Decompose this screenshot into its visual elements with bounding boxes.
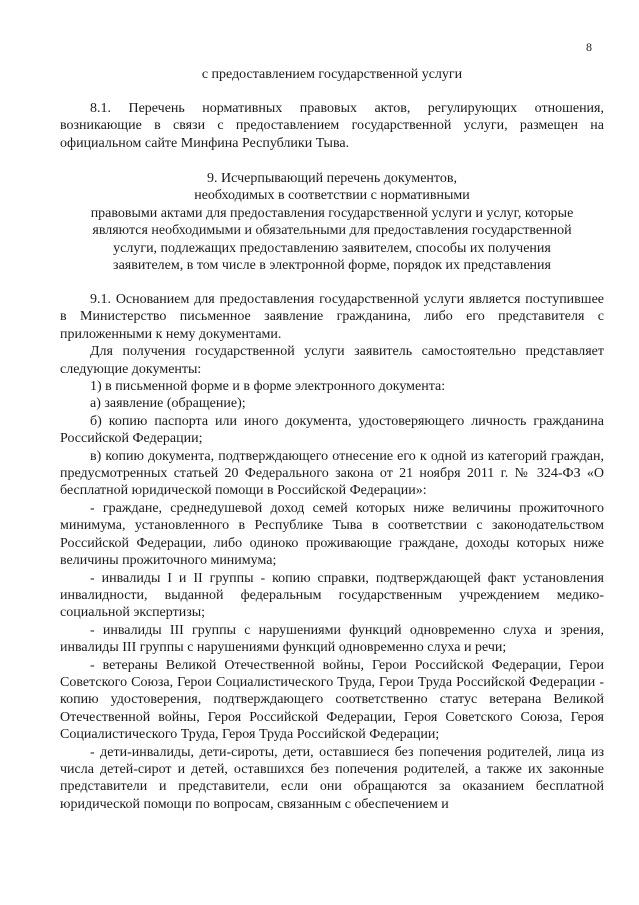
heading-continuation: с предоставлением государственной услуги <box>201 67 463 82</box>
paragraph-disabled-1-2: - инвалиды I и II группы - копию справки, подтверждающей факт установления инвалидности, выданной федеральным государственным учреждением медико-социальной экспертизы; <box>60 570 604 621</box>
paragraph-9-1: 9.1. Основанием для предоставления государственной услуги является поступившее в Министерство письменное заявление гражданина, либо его представителя с приложенными к нему документами. <box>60 292 604 342</box>
text-line: инвалиды III группы с нарушениями функций одновременно слуха и речи; <box>60 640 507 656</box>
paragraph-disabled-3 <box>60 622 604 657</box>
section-9-title <box>60 170 604 274</box>
paragraph-item-1: 1) в письменной форме и в форме электронного документа: <box>90 379 446 395</box>
section-title-line: 9. Исчерпывающий перечень документов, <box>207 171 457 186</box>
page-number: 8 <box>586 40 592 54</box>
section-title-line: правовыми актами для предоставления государственной услуги и услуг, которые <box>90 205 574 221</box>
paragraph-text: 8.1. Перечень нормативных правовых актов, регулирующих отношения, возникающие в связи с предоставлением государственной услуги, размещен на официальном сайте Минфина Республики Тыва. <box>60 101 604 151</box>
paragraph-item-b: б) копию паспорта или иного документа, удостоверяющего личность гражданина Российской Федерации; <box>60 413 604 447</box>
section-title-line: услуги, подлежащих предоставлению заявителем, способы их получения <box>113 240 551 256</box>
section-title-line: заявителем, в том числе в электронной форме, порядок их представления <box>113 258 551 274</box>
section-title-line: являются необходимыми и обязательными для предоставления государственной <box>92 223 572 239</box>
paragraph-documents-intro: Для получения государственной услуги заявитель самостоятельно представляет следующие документы: <box>60 344 604 377</box>
paragraph-orphans: - дети-инвалиды, дети-сироты, дети, оставшиеся без попечения родителей, лица из числа детей-сирот и детей, оставшихся без попечения родителей, а также их законные представители и представители, если они обращаются за оказанием бесплатной юридической помощи по вопросам, связанным с обеспечением и <box>60 744 604 812</box>
section-title-line: необходимых в соответствии с нормативными <box>194 188 470 204</box>
paragraph-low-income: - граждане, среднедушевой доход семей которых ниже величины прожиточного минимума, установленного в Республике Тыва в соответствии с законодательством Российской Федерации, либо одиноко проживающие граждане, доходы которых ниже величины прожиточного минимума; <box>60 500 604 569</box>
paragraph-8-1 <box>60 100 604 152</box>
text-line: - инвалиды III группы с нарушениями функций одновременно слуха и зрения, <box>90 622 604 638</box>
paragraph-item-a: а) заявление (обращение); <box>90 396 246 412</box>
paragraph-item-v: в) копию документа, подтверждающего отнесение его к одной из категорий граждан, предусмотренных статьей 20 Федерального закона от 21 ноября 2011 г. № 324-ФЗ «О бесплатной юридической помощи в Российской Федерации»: <box>60 448 604 499</box>
section-9-body <box>60 291 604 813</box>
paragraph-veterans: - ветераны Великой Отечественной войны, Герои Российской Федерации, Герои Советского Союза, Герои Социалистического Труда, Герои Труда Российской Федерации - копию удостоверения, подтверждающего соответственно статус ветерана Великой Отечественной войны, Героя Российской Федерации, Героя Советского Союза, Героя Социалистического Труда, Героя Труда Российской Федерации; <box>60 657 604 743</box>
